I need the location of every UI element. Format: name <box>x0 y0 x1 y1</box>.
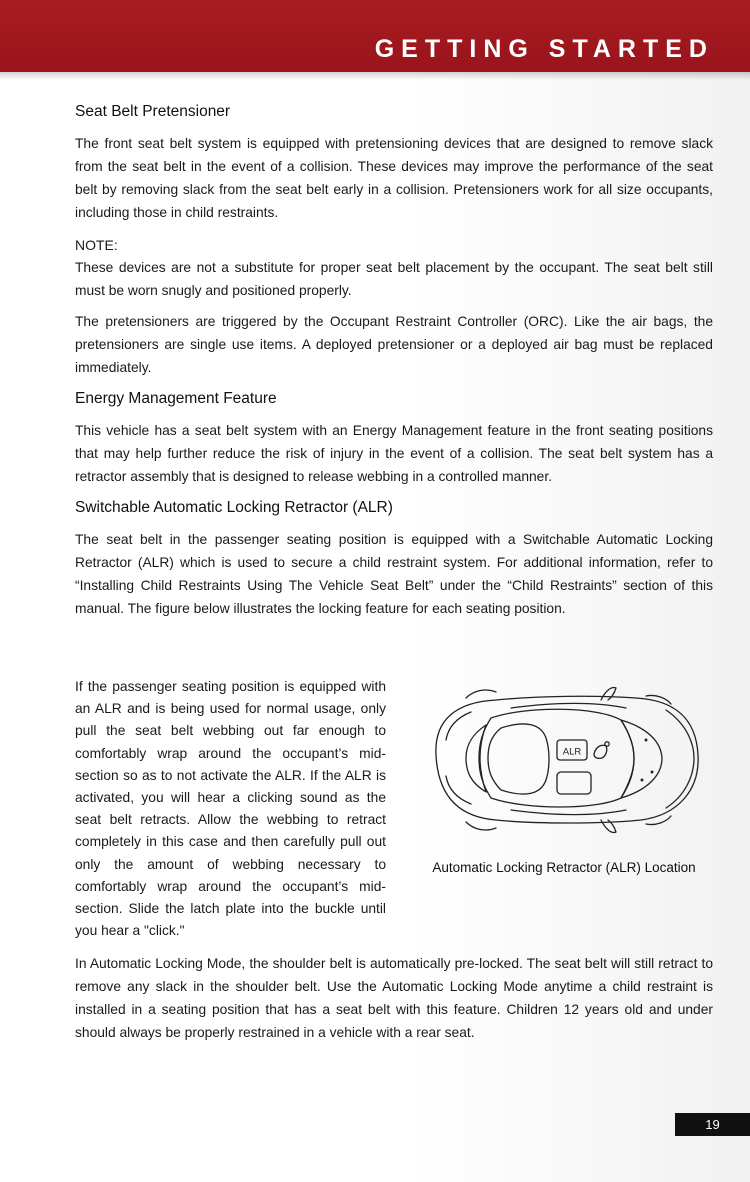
alr-left-column <box>75 676 386 942</box>
paragraph-alr-usage: If the passenger seating position is equipped with an ALR and is being used for normal usage, only pull the seat belt webbing out far enough to comfortably wrap around the occupant’s mid-section so as to not activate the ALR. If the ALR is activated, you will hear a clicking sound as the seat belt retracts. Allow the webbing to retract completely in this case and then carefully pull out only the amount of webbing necessary to comfortably wrap around the occupant’s mid-section. Slide the latch plate into the buckle until you hear a "click." <box>75 679 386 939</box>
note-text: These devices are not a substitute for proper seat belt placement by the occupant. The seat belt still must be worn snugly and positioned properly. <box>75 260 713 298</box>
door-line-bottom <box>511 810 626 815</box>
child-seat-icon-head <box>605 742 609 746</box>
section-title: GETTING STARTED <box>374 35 714 63</box>
dot <box>645 739 647 741</box>
console-box <box>557 772 591 794</box>
paragraph-alr-1: The seat belt in the passenger seating position is equipped with a Switchable Automatic Locking Retractor (ALR) which is used to secure a child restraint system. For additional information, refer to “Installing Child Restraints Using The Vehicle Seat Belt” under the “Child Restraints” section of this manual. The figure below illustrates the locking feature for each seating position. <box>75 532 713 616</box>
wheel-rear-top <box>466 690 496 698</box>
mirror-top <box>601 688 616 701</box>
heading-alr: Switchable Automatic Locking Retractor (ALR) <box>75 499 393 516</box>
paragraph-automatic-locking-mode: In Automatic Locking Mode, the shoulder belt is automatically pre-locked. The seat belt will still retract to remove any slack in the shoulder belt. Use the Automatic Locking Mode anytime a child restraint is installed in a seating position that has a seat belt with this feature. Children 12 years old and under should always be properly restrained in a vehicle with a rear seat. <box>75 956 713 1040</box>
child-seat-icon <box>594 745 607 758</box>
note-label: NOTE: <box>75 237 118 253</box>
page-number: 19 <box>675 1113 750 1136</box>
dot <box>641 779 643 781</box>
heading-energy-management: Energy Management Feature <box>75 390 277 407</box>
figure-caption: Automatic Locking Retractor (ALR) Location <box>432 860 696 875</box>
rear-deck-right <box>446 776 471 804</box>
final-paragraph-container <box>75 952 713 1044</box>
alr-figure <box>416 680 713 880</box>
alr-badge-label: ALR <box>562 746 582 758</box>
paragraph-energy-management: This vehicle has a seat belt system with an Energy Management feature in the front seating positions that may help further reduce the risk of injury in the event of a collision. The seat belt system has a retractor assembly that is designed to release webbing in a controlled manner. <box>75 423 713 484</box>
driver-seat <box>488 724 549 794</box>
door-line-top <box>511 704 626 709</box>
header-shadow <box>0 72 750 80</box>
wheel-rear-bottom <box>466 822 496 830</box>
alr-two-column <box>75 676 713 946</box>
wheel-front-bottom <box>646 816 671 825</box>
paragraph-pretensioner-1: The front seat belt system is equipped with pretensioning devices that are designed to remove slack from the seat belt in the event of a collision. These devices may improve the performance of the seat belt by removing slack from the seat belt early in a collision. Pretensioners work for all size occupants, including those in child restraints. <box>75 136 713 220</box>
main-content <box>75 100 713 620</box>
dot <box>651 771 653 773</box>
paragraph-pretensioner-2: The pretensioners are triggered by the Occupant Restraint Controller (ORC). Like the air bags, the pretensioners are single use items. A deployed pretensioner or a deployed air bag must be replaced immediately. <box>75 314 713 375</box>
heading-pretensioner: Seat Belt Pretensioner <box>75 103 231 120</box>
car-top-view-illustration <box>416 680 713 850</box>
